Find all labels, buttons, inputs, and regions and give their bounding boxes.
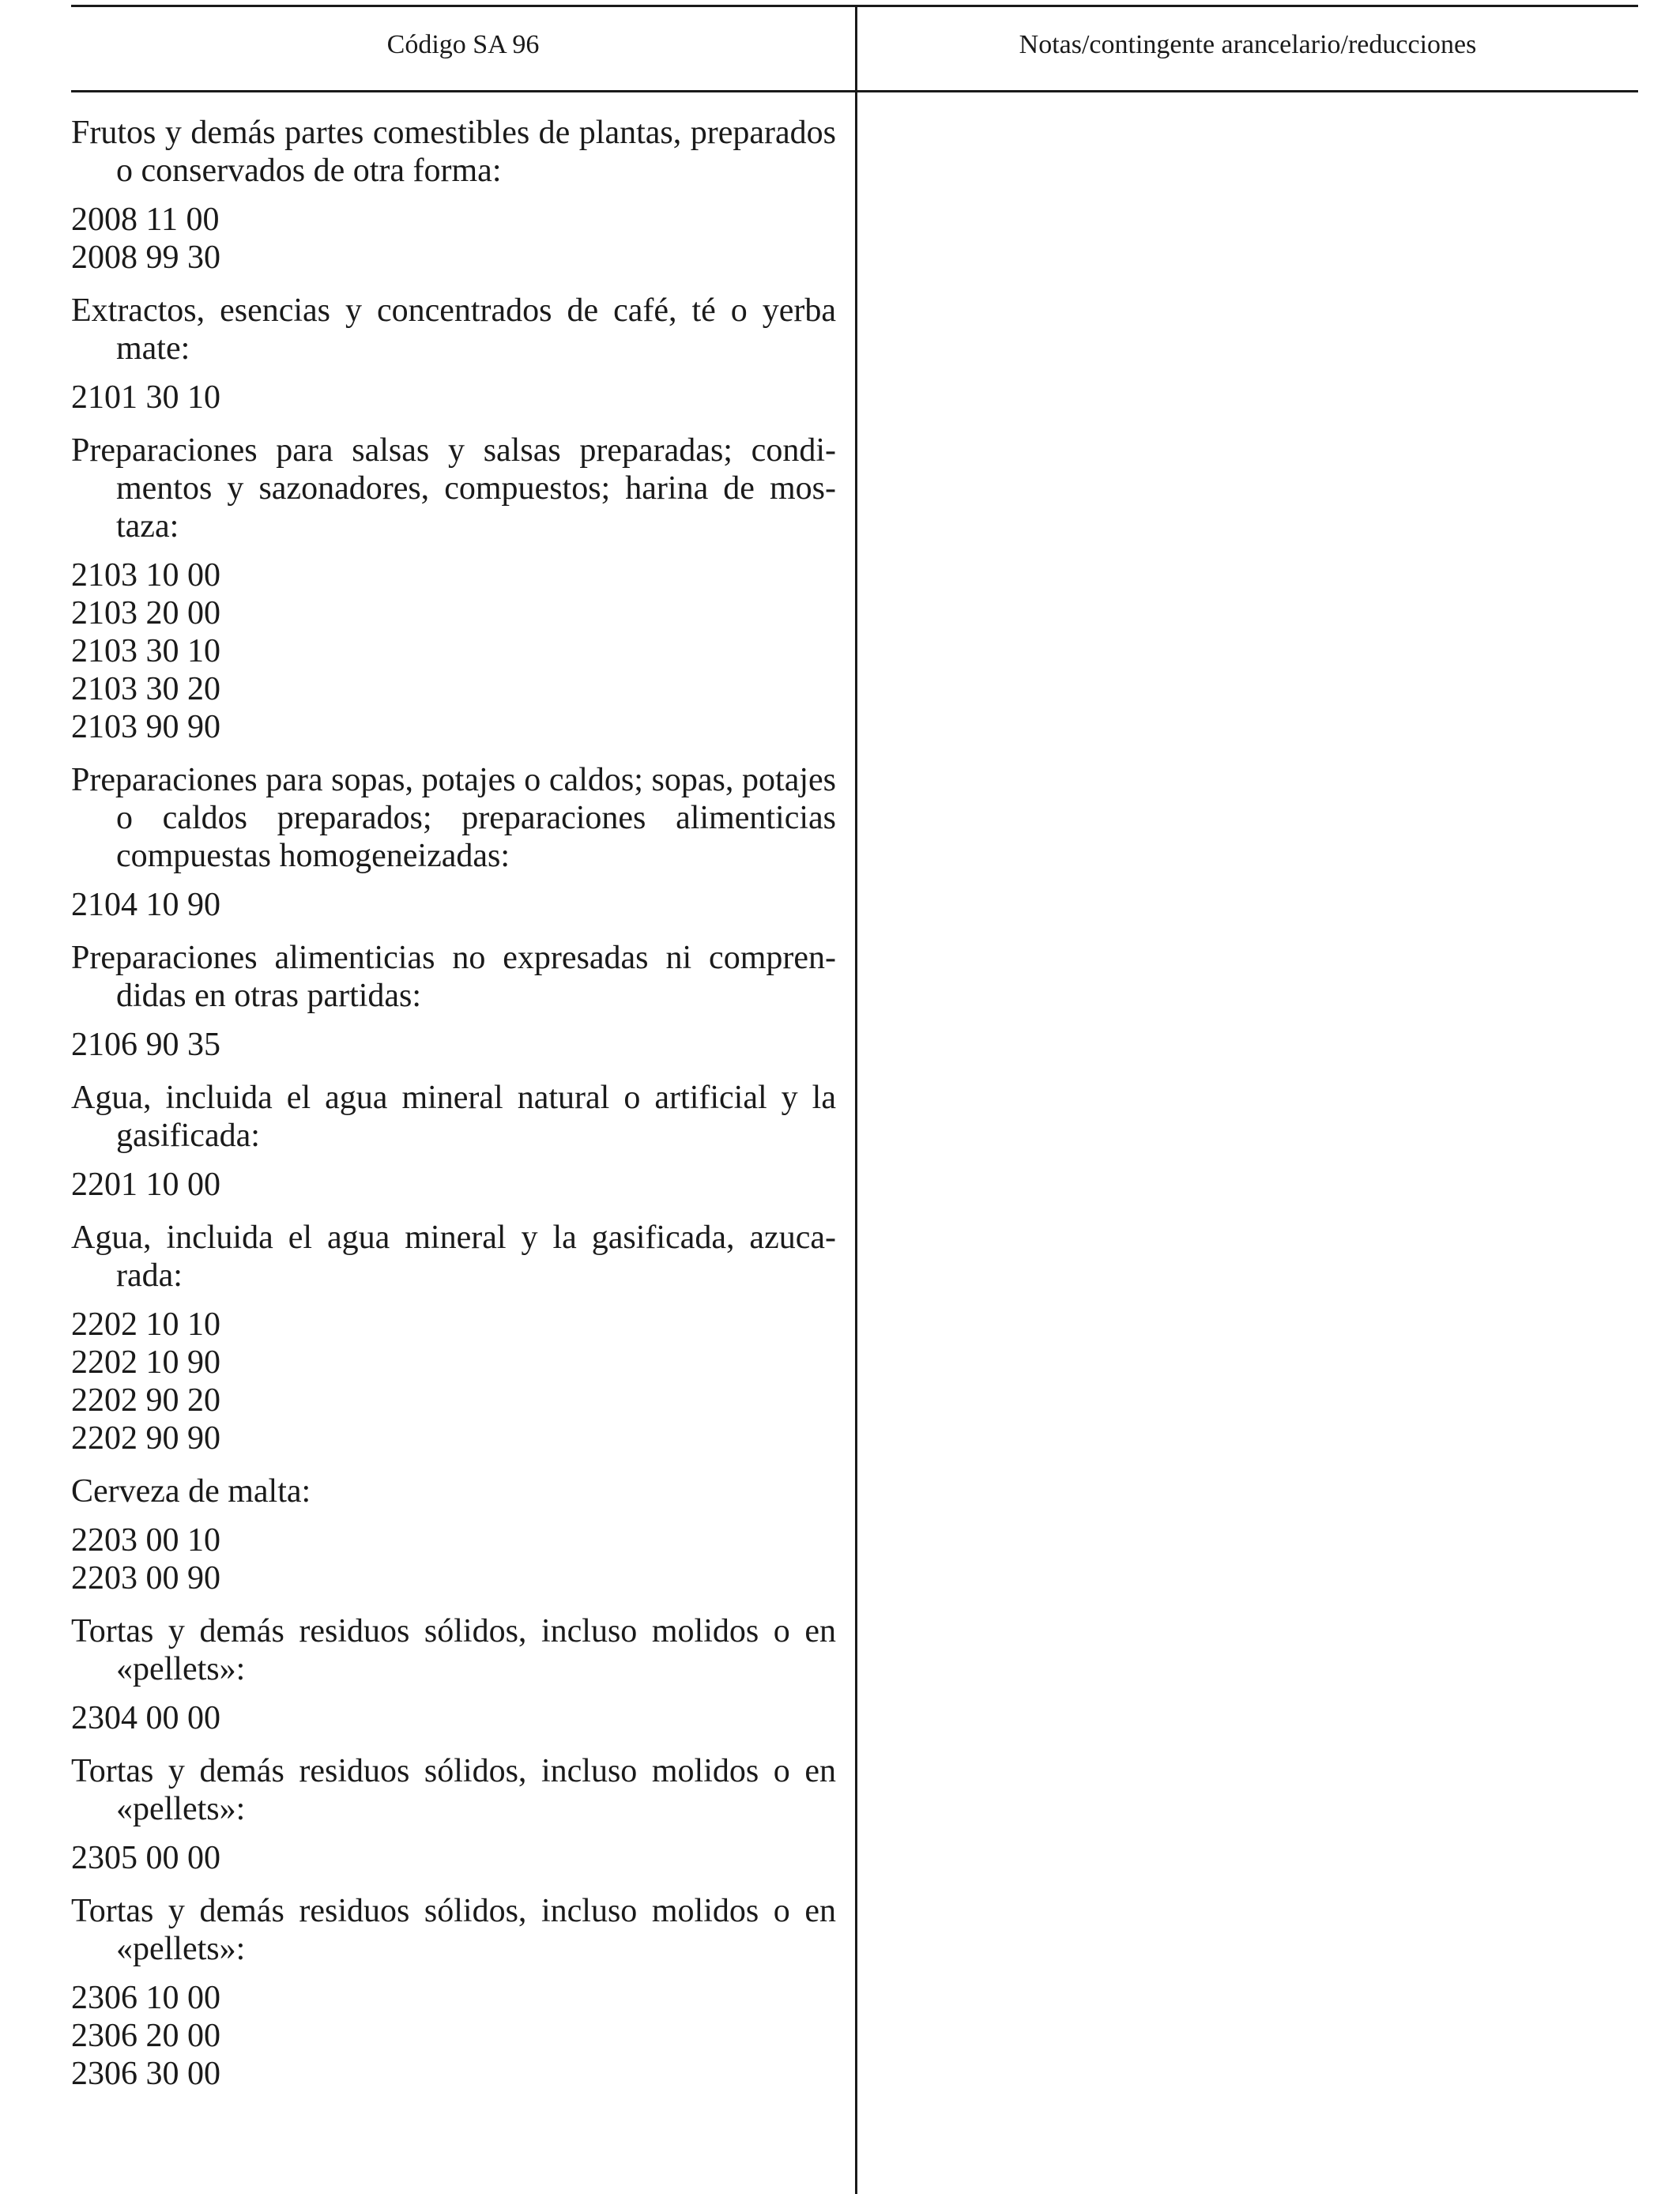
hs-code: 2103 20 00 (71, 595, 220, 631)
hs-code: 2306 20 00 (71, 2018, 220, 2054)
hs-code-list (71, 1839, 836, 1877)
code-column (71, 114, 836, 2108)
hs-code: 2101 30 10 (71, 379, 220, 416)
column-divider (855, 5, 857, 2194)
tariff-group (71, 1612, 836, 1737)
hs-code: 2304 00 00 (71, 1700, 220, 1736)
hs-code-list (71, 1306, 836, 1457)
tariff-group-description: Frutos y demás partes comestibles de plantas, preparados o conservados de otra forma: (71, 115, 836, 189)
hs-code: 2202 90 20 (71, 1382, 220, 1419)
hs-code: 2202 90 90 (71, 1420, 220, 1457)
hs-code: 2103 10 00 (71, 557, 220, 594)
hs-code: 2201 10 00 (71, 1167, 220, 1203)
tariff-group-description: Tortas y demás residuos sólidos, incluso molidos o en «pellets»: (71, 1753, 836, 1827)
hs-code-list (71, 1699, 836, 1737)
hs-code: 2203 00 90 (71, 1560, 220, 1596)
hs-code: 2202 10 90 (71, 1344, 220, 1381)
hs-code-list (71, 1026, 836, 1064)
tariff-group (71, 432, 836, 746)
hs-code: 2103 90 90 (71, 709, 220, 745)
hs-code: 2103 30 20 (71, 671, 220, 707)
tariff-group-description: Tortas y demás residuos sólidos, incluso molidos o en «pellets»: (71, 1613, 836, 1687)
hs-code: 2306 10 00 (71, 1980, 220, 2016)
hs-code-list (71, 1521, 836, 1597)
column-header-code: Código SA 96 (386, 30, 540, 59)
tariff-group-description: Agua, incluida el agua mineral y la gasificada, azucarada: (71, 1220, 836, 1294)
tariff-group (71, 1472, 836, 1597)
tariff-group (71, 292, 836, 417)
hs-code: 2305 00 00 (71, 1840, 220, 1876)
hs-code-list (71, 556, 836, 746)
hs-code-list (71, 886, 836, 924)
tariff-group-description: Preparaciones para sopas, potajes o caldos; sopas, potajes o caldos preparados; preparaciones alimenticias compuestas homogeneizadas: (71, 762, 836, 874)
hs-code-list (71, 1166, 836, 1204)
tariff-group-description: Extractos, esencias y concentrados de café, té o yerba mate: (71, 292, 836, 367)
hs-code: 2202 10 10 (71, 1306, 220, 1343)
tariff-group-description: Preparaciones alimenticias no expresadas ni comprendidas en otras partidas: (71, 940, 836, 1014)
hs-code-list (71, 379, 836, 417)
hs-code: 2306 30 00 (71, 2056, 220, 2092)
tariff-group (71, 1752, 836, 1877)
tariff-group (71, 1892, 836, 2093)
tariff-group (71, 114, 836, 277)
tariff-group (71, 1219, 836, 1457)
hs-code: 2203 00 10 (71, 1522, 220, 1559)
tariff-group-description: Cerveza de malta: (71, 1473, 311, 1510)
hs-code: 2104 10 90 (71, 887, 220, 923)
tariff-group (71, 939, 836, 1064)
hs-code: 2008 99 30 (71, 239, 220, 276)
tariff-group-description: Preparaciones para salsas y salsas preparadas; condimentos y sazonadores, compuestos; harina de mostaza: (71, 432, 836, 545)
tariff-group-description: Agua, incluida el agua mineral natural o artificial y la gasificada: (71, 1080, 836, 1154)
tariff-group (71, 1079, 836, 1204)
hs-code-list (71, 201, 836, 277)
hs-code: 2103 30 10 (71, 633, 220, 669)
hs-code-list (71, 1979, 836, 2093)
tariff-group-description: Tortas y demás residuos sólidos, incluso molidos o en «pellets»: (71, 1893, 836, 1967)
hs-code: 2106 90 35 (71, 1027, 220, 1063)
tariff-group (71, 761, 836, 924)
hs-code: 2008 11 00 (71, 202, 220, 238)
column-header-notes: Notas/contingente arancelario/reducciones (1019, 30, 1477, 59)
